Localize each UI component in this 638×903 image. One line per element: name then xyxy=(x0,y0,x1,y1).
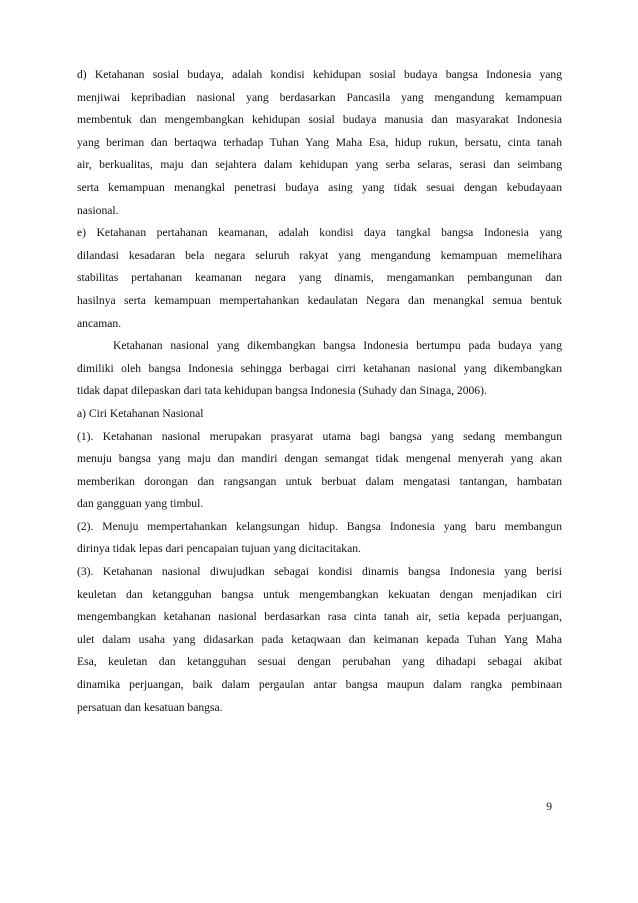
text-line: (1). Ketahanan nasional merupakan prasyarat utama bagi bangsa yang sedang membangun xyxy=(77,429,562,443)
text-line: nasional. xyxy=(77,203,119,217)
text-line: d) Ketahanan sosial budaya, adalah kondisi kehidupan sosial budaya bangsa Indonesia yang xyxy=(77,68,562,81)
text-line: memberikan dorongan dan rangsangan untuk berbuat dalam mengatasi tantangan, hambatan xyxy=(77,474,562,488)
paragraph xyxy=(77,516,562,561)
text-line: (2). Menuju mempertahankan kelangsungan hidup. Bangsa Indonesia yang baru membangun xyxy=(77,519,562,533)
body-text xyxy=(77,64,562,719)
text-line: dan gangguan yang timbul. xyxy=(77,497,204,511)
text-line: tidak dapat dilepaskan dari tata kehidupan bangsa Indonesia (Suhady dan Sinaga, 2006). xyxy=(77,384,487,398)
text-line: serta kemampuan menangkal penetrasi budaya asing yang tidak sesuai dengan kebudayaan xyxy=(77,180,562,194)
paragraph xyxy=(77,426,562,516)
paragraph xyxy=(77,222,562,335)
text-line: mengembangkan ketahanan nasional berdasarkan rasa cinta tanah air, setia kepada perjuangan, xyxy=(77,610,562,624)
text-line: a) Ciri Ketahanan Nasional xyxy=(77,406,204,420)
text-line: yang beriman dan bertaqwa terhadap Tuhan Yang Maha Esa, hidup rukun, bersatu, cinta tanah xyxy=(77,135,562,149)
paragraph xyxy=(77,64,562,222)
text-line: e) Ketahanan pertahanan keamanan, adalah kondisi daya tangkal bangsa Indonesia yang xyxy=(77,226,562,240)
text-line: (3). Ketahanan nasional diwujudkan sebagai kondisi dinamis bangsa Indonesia yang berisi xyxy=(77,565,562,579)
text-line: keuletan dan ketangguhan bangsa untuk mengembangkan kekuatan dengan menjadikan ciri xyxy=(77,587,562,601)
text-line: ancaman. xyxy=(77,316,122,330)
page-number: 9 xyxy=(546,800,552,813)
text-line: menuju bangsa yang maju dan mandiri dengan semangat tidak mengenal menyerah yang akan xyxy=(77,452,562,466)
paragraph xyxy=(77,335,562,403)
text-line: stabilitas pertahanan keamanan negara yang dinamis, mengamankan pembangunan dan xyxy=(77,271,562,285)
text-line: dinamika perjuangan, baik dalam pergaulan antar bangsa maupun dalam rangka pembinaan xyxy=(77,678,562,692)
text-line: air, berkualitas, maju dan sejahtera dalam kehidupan yang serba selaras, serasi dan seimbang xyxy=(77,158,562,172)
text-line: Esa, keuletan dan ketangguhan sesuai dengan perubahan yang dihadapi sebagai akibat xyxy=(77,655,562,669)
section-heading xyxy=(77,403,562,426)
text-line: menjiwai kepribadian nasional yang berdasarkan Pancasila yang mengandung kemampuan xyxy=(77,90,562,104)
text-line: membentuk dan mengembangkan kehidupan sosial budaya manusia dan masyarakat Indonesia xyxy=(77,113,562,127)
text-line: ulet dalam usaha yang didasarkan pada ketaqwaan dan keimanan kepada Tuhan Yang Maha xyxy=(77,632,562,646)
text-line: hasilnya serta kemampuan mempertahankan kedaulatan Negara dan menangkal semua bentuk xyxy=(77,293,562,307)
text-line: dirinya tidak lepas dari pencapaian tujuan yang dicitacitakan. xyxy=(77,542,361,556)
text-line: Ketahanan nasional yang dikembangkan bangsa Indonesia bertumpu pada budaya yang xyxy=(113,339,562,353)
paragraph xyxy=(77,561,562,719)
text-line: dimiliki oleh bangsa Indonesia sehingga berbagai cirri ketahanan nasional yang dikembangkan xyxy=(77,361,562,375)
text-line: persatuan dan kesatuan bangsa. xyxy=(77,700,223,714)
text-line: dilandasi kesadaran bela negara seluruh rakyat yang mengandung kemampuan memelihara xyxy=(77,248,562,262)
